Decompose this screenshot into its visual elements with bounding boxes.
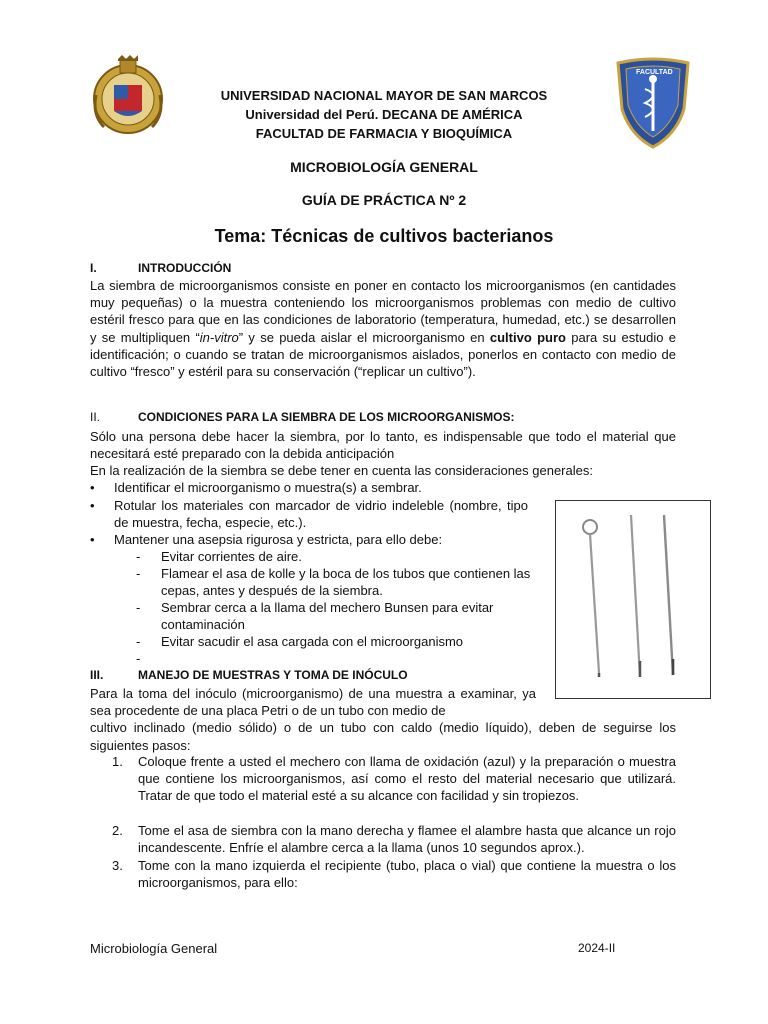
footer-term: 2024-II	[578, 941, 616, 955]
sub-list-item-text: Evitar corrientes de aire.	[161, 549, 302, 564]
text-span: cultivo inclinado (medio sólido) o de un tubo con caldo (medio líquido), deben de seguirse los siguientes pasos:	[90, 720, 676, 753]
samples-paragraph	[90, 685, 676, 754]
text-span: Para la toma del inóculo (microorganismo) de una muestra a examinar, ya sea procedente de una placa Petri o de un tubo con medio de	[90, 686, 536, 719]
section-heading-conditions	[90, 410, 514, 424]
list-item-text: Mantener una asepsia rigurosa y estricta, para ello debe:	[114, 532, 443, 547]
conditions-intro: En la realización de la siembra se debe tener en cuenta las consideraciones generales:	[90, 463, 593, 478]
italic-text: in-vitro	[199, 329, 239, 345]
practice-guide-title: GUÍA DE PRÁCTICA Nº 2	[301, 192, 467, 208]
section-title: CONDICIONES PARA LA SIEMBRA DE LOS MICROORGANISMOS:	[138, 410, 515, 424]
section-number: II.	[90, 410, 101, 424]
section-title: INTRODUCCIÓN	[138, 261, 232, 275]
text-span: ” y se pueda aislar el microorganismo en	[238, 329, 490, 345]
conditions-paragraph: Sólo una persona debe hacer la siembra, por lo tanto, es indispensable que todo el material que necesitará esté preparado con la debida anticipación	[90, 429, 676, 462]
bullet-icon: •	[90, 480, 95, 495]
faculty-name: FACULTAD DE FARMACIA Y BIOQUÍMICA	[255, 126, 513, 141]
step-text: Tome con la mano izquierda el recipiente (tubo, placa o vial) que contiene la muestra o los microorganismos, para ello:	[138, 858, 676, 891]
step-text: Tome el asa de siembra con la mano derecha y flamee el alambre hasta que alcance un rojo incandescente. Enfríe el alambre cerca a la llama (unos 10 segundos aprox.).	[138, 823, 676, 856]
university-seal-icon	[90, 55, 166, 139]
step-number: 2.	[112, 823, 123, 838]
section-heading-samples	[90, 668, 408, 682]
dash-icon: -	[136, 651, 141, 666]
dash-icon: -	[136, 549, 141, 564]
section-number: III.	[90, 668, 104, 682]
bullet-icon: •	[90, 498, 95, 513]
step-text: Coloque frente a usted el mechero con llama de oxidación (azul) y la preparación o muestra que contiene los microorganismos, así como el resto del material necesario que utilizará. Tratar de que todo el material esté a su alcance con facilidad y sin tropiezos.	[138, 754, 676, 804]
dash-icon: -	[136, 566, 141, 581]
list-item-text: Identificar el microorganismo o muestra(s) a sembrar.	[114, 480, 422, 495]
section-heading-introduction	[90, 261, 231, 275]
text-span: para su estudio e identificación; o cuando se tratan de microorganismos aislados, ponerlos en contacto con medio de cultivo “fresco” y estéril para su conservación (“replicar un cultivo”).	[90, 329, 676, 380]
sub-list-item-text: Sembrar cerca a la llama del mechero Bunsen para evitar contaminación	[161, 600, 494, 632]
university-name: UNIVERSIDAD NACIONAL MAYOR DE SAN MARCOS	[220, 88, 548, 103]
inoculation-loops-figure	[555, 500, 711, 699]
sub-list-item-text: Flamear el asa de kolle y la boca de los tubos que contienen las cepas, antes y después de la siembra.	[161, 566, 531, 598]
dash-icon: -	[136, 634, 141, 649]
section-title: MANEJO DE MUESTRAS Y TOMA DE INÓCULO	[138, 668, 408, 682]
step-number: 1.	[112, 754, 123, 769]
text-span: La siembra de microorganismos consiste en poner en contacto los microorganismos (en cantidades muy pequeñas) o la muestra conteniendo los microorganismos problemas con medio de cultivo estéril fresco para que en las condiciones de laboratorio (temperatura, humedad, etc.) se desarrollen y se multipliquen “	[90, 278, 676, 345]
introduction-paragraph	[90, 277, 676, 380]
university-subtitle: Universidad del Perú. DECANA DE AMÉRICA	[245, 107, 523, 122]
list-item-text: Rotular los materiales con marcador de vidrio indeleble (nombre, tipo de muestra, fecha, especie, etc.).	[114, 498, 528, 530]
bold-text: cultivo puro	[489, 329, 566, 345]
bullet-icon: •	[90, 532, 95, 547]
inoculation-loops-and-needles-icon	[556, 501, 710, 698]
dash-icon: -	[136, 600, 141, 615]
step-number: 3.	[112, 858, 123, 873]
footer-course-name: Microbiología General	[90, 941, 218, 956]
faculty-shield-icon	[612, 57, 694, 149]
course-title: MICROBIOLOGÍA GENERAL	[290, 159, 478, 175]
sub-list-item-text: Evitar sacudir el asa cargada con el microorganismo	[161, 634, 464, 649]
section-number: I.	[90, 261, 97, 275]
shield-label: FACULTAD	[636, 69, 673, 76]
topic-title: Tema: Técnicas de cultivos bacterianos	[214, 226, 554, 246]
